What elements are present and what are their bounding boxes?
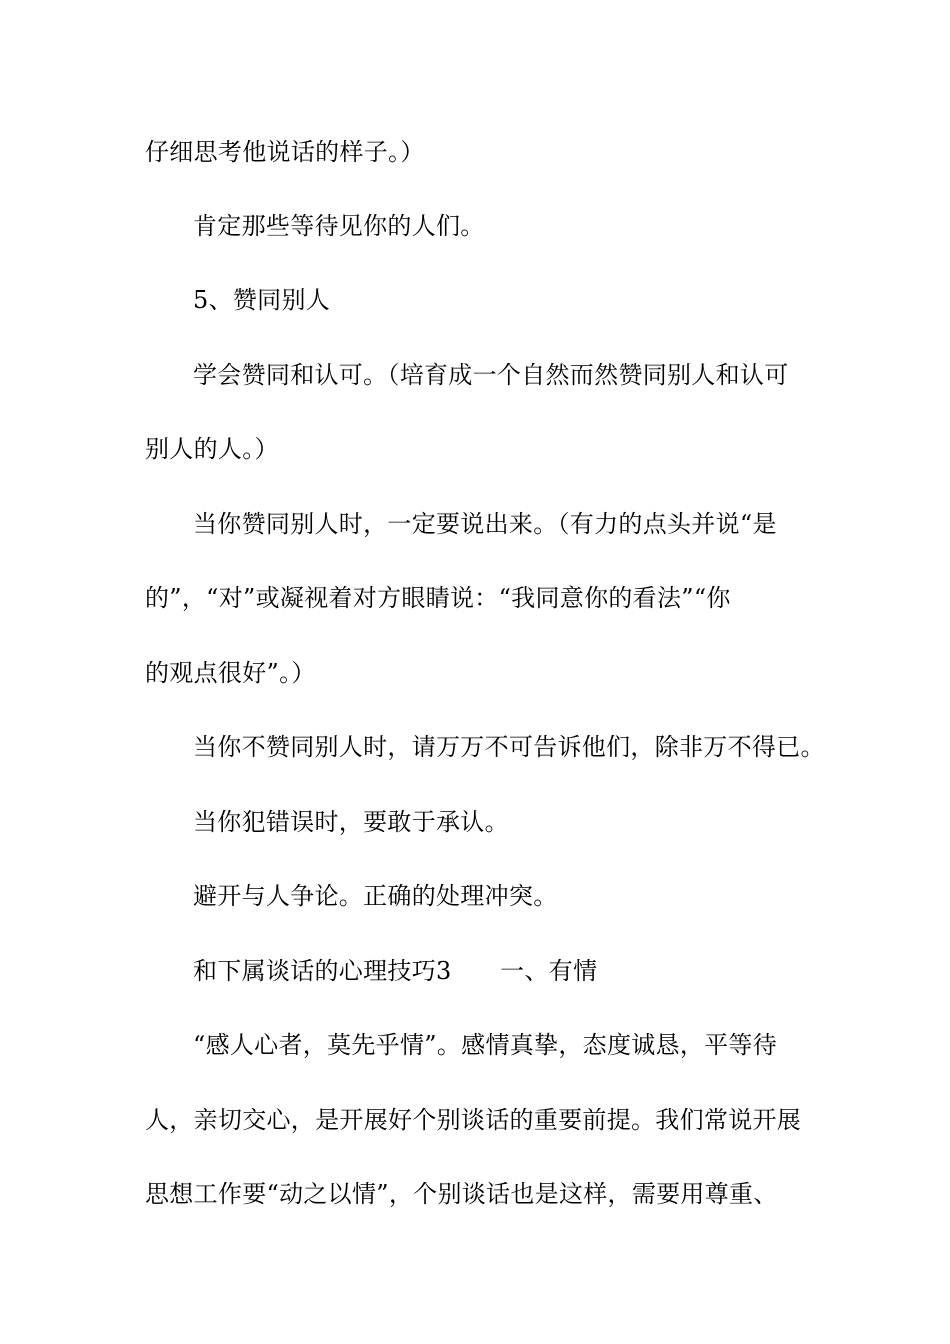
text-line-9: 当你不赞同别人时，请万万不可告诉他们，除非万不得已。	[193, 733, 825, 761]
section-heading-3: 和下属谈话的心理技巧3 一、有情	[193, 957, 598, 985]
text-line-8: 的观点很好”。）	[145, 659, 316, 687]
text-line-2: 肯定那些等待见你的人们。	[193, 212, 485, 240]
text-line-15: 思想工作要“动之以情”，个别谈话也是这样，需要用尊重、	[145, 1180, 778, 1208]
text-line-7: 的”，“对”或凝视着对方眼睛说：“我同意你的看法”“你	[145, 584, 731, 612]
text-line-11: 避开与人争论。正确的处理冲突。	[193, 882, 558, 910]
text-line-1: 仔细思考他说话的样子。）	[145, 138, 425, 166]
text-line-14: 人，亲切交心，是开展好个别谈话的重要前提。我们常说开展	[145, 1106, 802, 1134]
section-heading-5: 5、赞同别人	[193, 286, 331, 314]
text-line-10: 当你犯错误时，要敢于承认。	[193, 808, 509, 836]
text-line-6: 当你赞同别人时，一定要说出来。（有力的点头并说“是	[193, 510, 777, 538]
text-line-4: 学会赞同和认可。（培育成一个自然而然赞同别人和认可	[193, 361, 789, 389]
text-line-5: 别人的人。）	[145, 435, 279, 463]
text-line-13: “感人心者，莫先乎情”。感情真挚，态度诚恳，平等待	[193, 1031, 778, 1059]
